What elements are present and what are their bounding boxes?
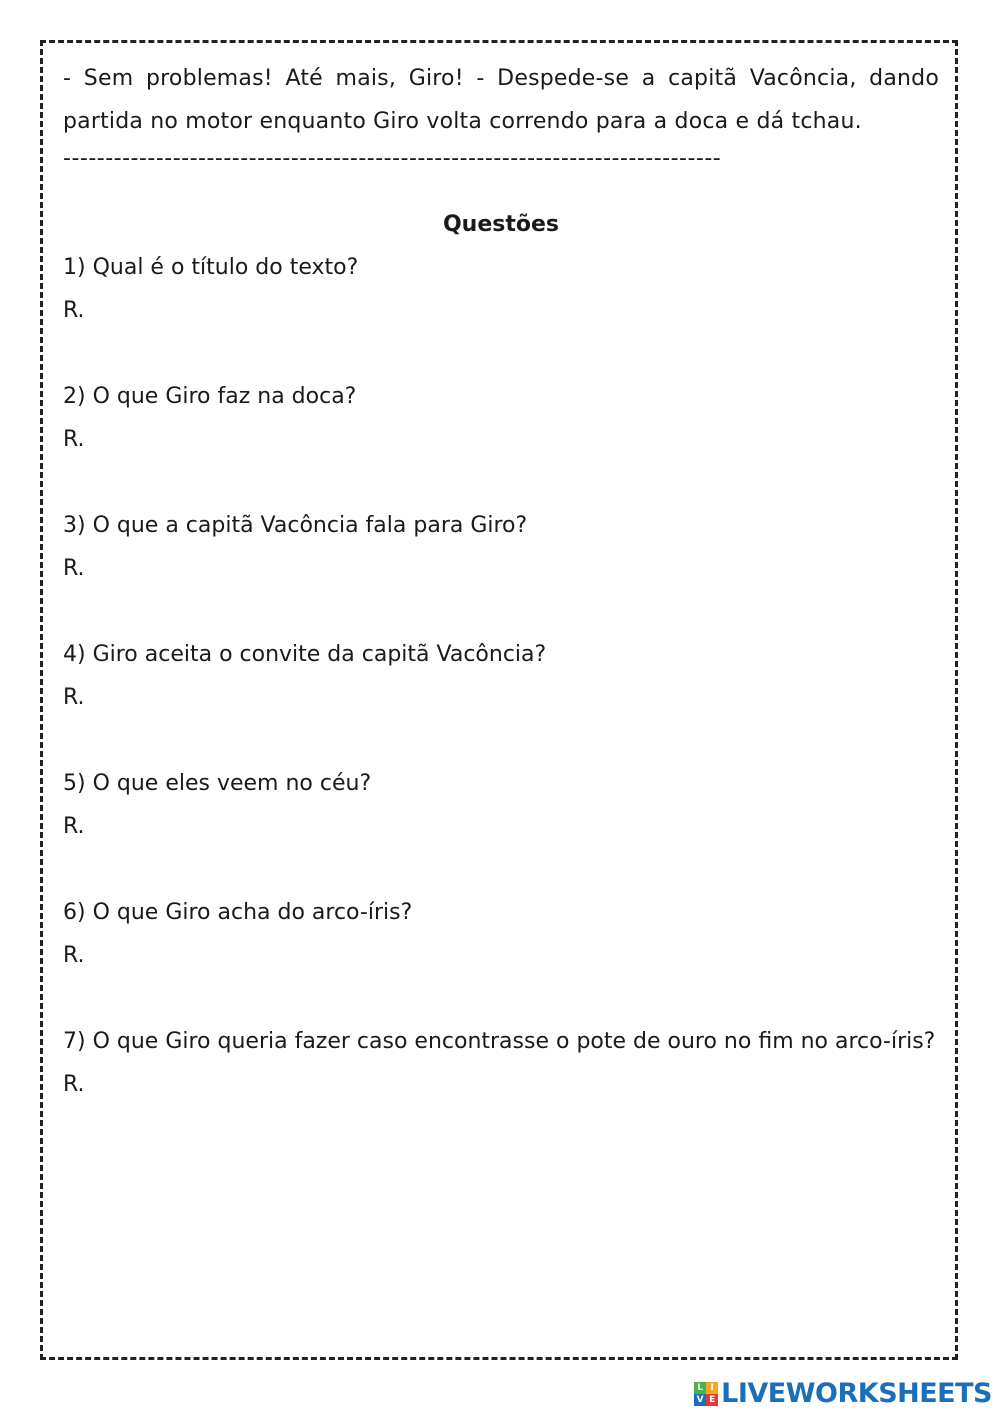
liveworksheets-logo-text: LIVEWORKSHEETS bbox=[721, 1378, 992, 1409]
question-list bbox=[63, 246, 939, 1106]
question-4: 4) Giro aceita o convite da capitã Vacôncia? bbox=[63, 642, 547, 667]
question-7: 7) O que Giro queria fazer caso encontrasse o pote de ouro no fim no arco-íris? bbox=[63, 1029, 936, 1054]
question-3: 3) O que a capitã Vacôncia fala para Giro? bbox=[63, 513, 528, 538]
liveworksheets-logo bbox=[694, 1378, 992, 1409]
question-1: 1) Qual é o título do texto? bbox=[63, 255, 359, 280]
logo-tile-e: E bbox=[706, 1394, 718, 1406]
question-2: 2) O que Giro faz na doca? bbox=[63, 384, 357, 409]
section-divider: ------------------------------------------------------------------------------ bbox=[63, 146, 722, 171]
answer-5: R. bbox=[63, 814, 85, 839]
worksheet-frame bbox=[40, 40, 958, 1360]
logo-tile-i: I bbox=[706, 1382, 718, 1394]
liveworksheets-logo-icon bbox=[694, 1382, 718, 1406]
answer-7: R. bbox=[63, 1072, 85, 1097]
logo-tile-v: V bbox=[694, 1394, 706, 1406]
question-6: 6) O que Giro acha do arco-íris? bbox=[63, 900, 413, 925]
answer-3: R. bbox=[63, 556, 85, 581]
worksheet-content bbox=[63, 57, 939, 1149]
answer-6: R. bbox=[63, 943, 85, 968]
answer-2: R. bbox=[63, 427, 85, 452]
answer-1: R. bbox=[63, 298, 85, 323]
story-closing-paragraph: - Sem problemas! Até mais, Giro! - Despede-se a capitã Vacôncia, dando partida no motor enquanto Giro volta correndo para a doca e dá tchau. bbox=[63, 66, 939, 134]
questions-title: Questões bbox=[442, 212, 560, 237]
logo-tile-l: L bbox=[694, 1382, 706, 1394]
answer-4: R. bbox=[63, 685, 85, 710]
question-5: 5) O que eles veem no céu? bbox=[63, 771, 372, 796]
